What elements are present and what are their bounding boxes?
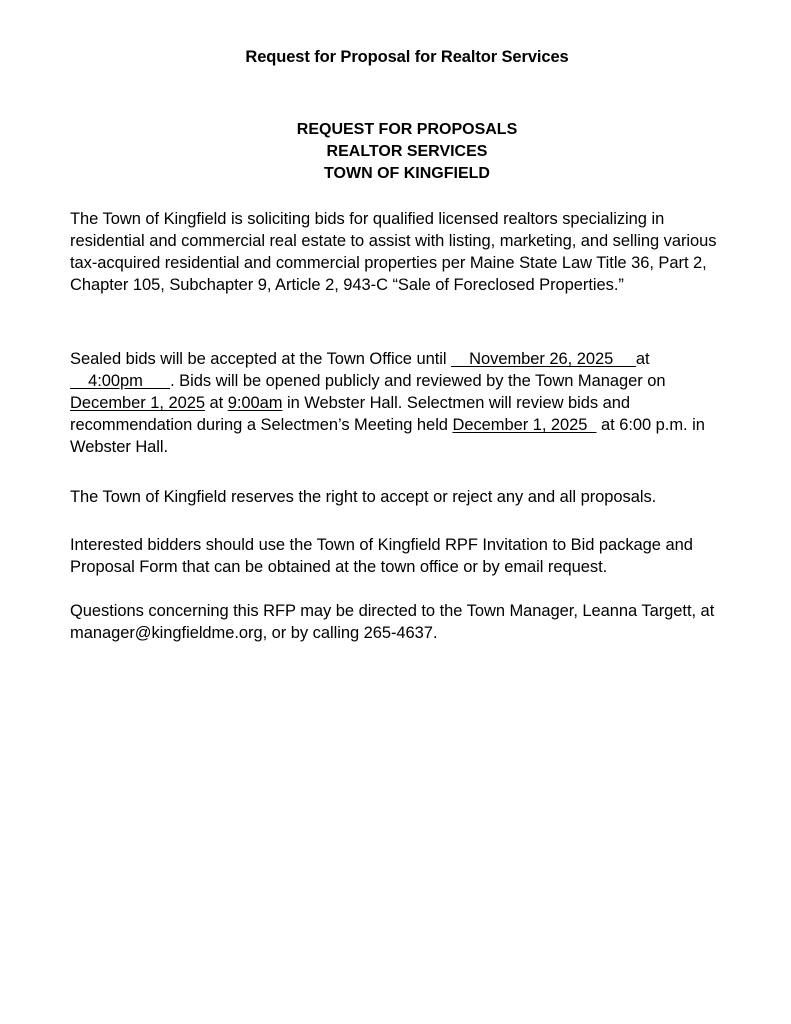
- page-header-title: Request for Proposal for Realtor Services: [245, 48, 569, 66]
- paragraph-sealed-bids-text: [70, 348, 740, 458]
- sealed-bids-text-4: at: [204, 394, 228, 412]
- paragraph-solicitation: [70, 208, 740, 296]
- paragraph-reserves-right-text: The Town of Kingfield reserves the right to accept or reject any and all proposals.: [70, 488, 657, 506]
- paragraph-sealed-bids: [70, 348, 740, 458]
- heading-realtor-services: REALTOR SERVICES: [326, 143, 488, 160]
- heading-town-of-kingfield: TOWN OF KINGFIELD: [324, 165, 490, 182]
- paragraph-solicitation-text: The Town of Kingfield is soliciting bids for qualified licensed realtors specializing in residential and commercial real estate to assist with listing, marketing, and selling various tax-acquired residential and commercial properties per Maine State Law Title 36, Part 2, Chapter 105, Subchapter 9, Article 2, 943-C “Sale of Foreclosed Properties.”: [70, 210, 717, 294]
- selectmen-meeting-date: December 1, 2025: [452, 416, 597, 434]
- sealed-bids-text-6: at 6:00 p.m. in Webster Hall.: [70, 416, 705, 456]
- sealed-bids-text-1: Sealed bids will be accepted at the Town Office until: [70, 350, 452, 368]
- document-headings: [0, 119, 791, 185]
- paragraph-questions-contact-text: Questions concerning this RFP may be directed to the Town Manager, Leanna Targett, at manager@kingfieldme.org, or by calling 265-4637.: [70, 602, 715, 642]
- bid-opening-time: 9:00am: [227, 394, 283, 412]
- sealed-bids-text-3: . Bids will be opened publicly and reviewed by the Town Manager on: [170, 372, 666, 390]
- heading-request-for-proposals: REQUEST FOR PROPOSALS: [296, 121, 518, 138]
- paragraph-interested-bidders-text: Interested bidders should use the Town of Kingfield RPF Invitation to Bid package and Proposal Form that can be obtained at the town office or by email request.: [70, 536, 693, 576]
- paragraph-questions-contact: [70, 600, 740, 644]
- paragraph-interested-bidders: [70, 534, 740, 578]
- sealed-bids-text-5: in Webster Hall. Selectmen will review bids and recommendation during a Selectmen’s Meeting held: [70, 394, 631, 434]
- paragraph-reserves-right: [70, 486, 740, 508]
- sealed-bids-text-2: at: [635, 350, 650, 368]
- bid-deadline-date: November 26, 2025: [451, 350, 636, 368]
- bid-opening-date: December 1, 2025: [70, 394, 205, 412]
- bid-deadline-time: 4:00pm: [70, 372, 171, 390]
